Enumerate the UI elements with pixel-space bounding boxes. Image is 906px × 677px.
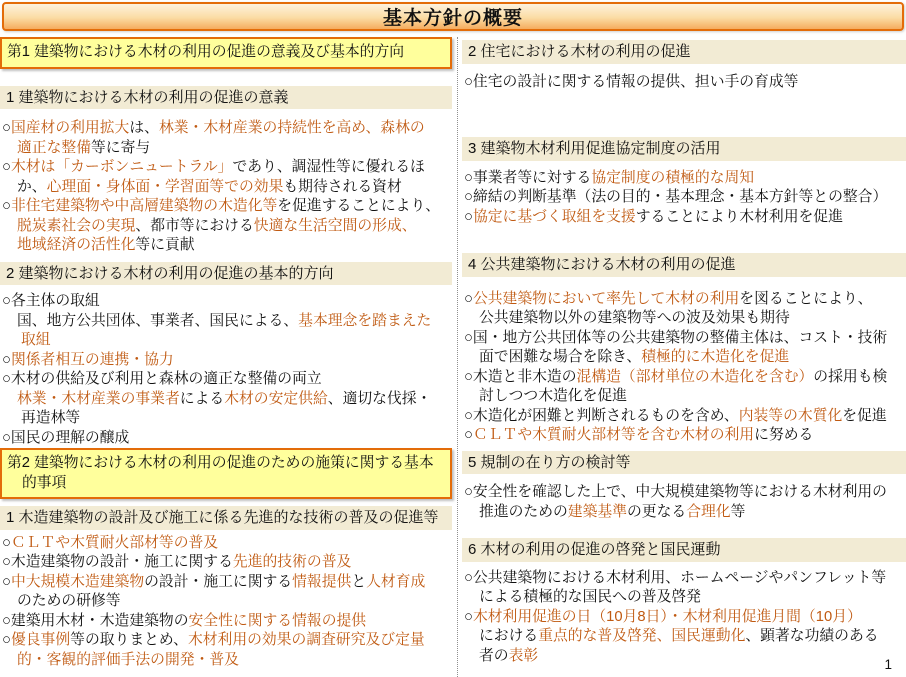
text-segment: ○各主体の取組 [2, 293, 100, 309]
text-segment: を促進 [842, 407, 887, 424]
text-segment: 表彰 [508, 647, 539, 664]
text-segment: 協定に基づく取組を支援 [472, 208, 636, 225]
spacer [462, 227, 906, 253]
bullet-item [464, 188, 906, 208]
text-segment: 基本理念を踏まえた [298, 312, 432, 329]
spacer [462, 474, 906, 483]
bullet-item [2, 351, 452, 371]
text-segment: 再造林等 [21, 410, 81, 426]
bullet-line [464, 647, 906, 667]
bullet-item [464, 169, 906, 189]
text-segment: のための研修等 [17, 593, 121, 609]
text-segment: は、 [129, 120, 159, 136]
spacer [462, 161, 906, 169]
bullet-item [464, 368, 906, 407]
text-segment: 国産材の利用拡大 [10, 120, 130, 136]
text-segment: ○国民の理解の醸成 [2, 429, 130, 446]
bullet-item [2, 119, 452, 158]
text-segment: ○ [2, 534, 11, 551]
spacer [0, 109, 452, 119]
bullet-line [464, 569, 906, 589]
bullet-line [464, 348, 906, 368]
text-segment: ○ [2, 159, 11, 175]
text-segment: 木材の安定供給 [224, 390, 328, 407]
text-segment: ○国・地方公共団体等の公共建築物の整備主体は、コスト・技術 [464, 329, 888, 346]
text-segment: 内装等の木質化 [738, 407, 843, 424]
bullet-line [464, 309, 906, 329]
text-segment: ○ [464, 427, 473, 443]
text-segment: 木材は「カーボンニュートラル」 [10, 159, 233, 175]
bullet-line [464, 627, 906, 647]
bullet-line [2, 197, 452, 217]
bullet-line [2, 139, 452, 159]
page-title: 基本方針の概要 [2, 2, 904, 31]
text-segment: 等に寄与 [91, 139, 151, 156]
bullet-line [2, 592, 452, 612]
bullet-line [464, 426, 906, 446]
text-segment: に努める [754, 427, 814, 443]
text-segment: 木材利用の効果の調査研究及び定量 [187, 632, 425, 648]
spacer [0, 69, 452, 86]
bullet-item [2, 158, 452, 197]
text-segment: であり、調湿性等に優れるほ [232, 159, 425, 175]
bullet-line [2, 236, 452, 256]
text-segment: ○木造建築物の設計・施工に関する [2, 554, 233, 570]
section-header: 6 木材の利用の促進の啓発と国民運動 [462, 538, 906, 562]
text-segment: することにより木材利用を促進 [635, 208, 843, 225]
text-segment: ○木造と非木造の [464, 368, 577, 385]
text-segment: 者の [479, 647, 509, 664]
bullet-line [2, 292, 452, 312]
bullet-line [464, 329, 906, 349]
column-divider [457, 37, 458, 677]
bullet-item [464, 208, 906, 228]
text-segment: ＣＬＴや木質耐火部材等を含む木材の利用 [472, 427, 755, 443]
section-header: 2 建築物における木材の利用の促進の基本的方向 [0, 262, 452, 286]
bullet-line [464, 608, 906, 628]
text-segment: 心理面・身体面・学習面等での効果 [46, 178, 284, 195]
bullet-list [0, 292, 452, 448]
spacer [462, 562, 906, 569]
text-segment: ○木材の供給及び利用と森林の適正な整備の両立 [2, 371, 322, 387]
bullet-item [2, 631, 452, 670]
text-segment: 脱炭素社会の実現 [17, 217, 136, 234]
text-segment: ○ [2, 120, 11, 136]
bullet-line [464, 208, 906, 228]
spacer [0, 285, 452, 292]
bullet-line [2, 409, 452, 429]
text-segment: ○ [2, 351, 11, 368]
text-segment: ○ [2, 573, 11, 590]
bullet-line [2, 312, 452, 332]
bullet-line [464, 387, 906, 407]
text-segment: ○住宅の設計に関する情報の提供、担い手の育成等 [464, 73, 799, 90]
text-segment: 安全性に関する情報の提供 [188, 612, 367, 629]
bullet-item [464, 426, 906, 446]
bullet-item [2, 370, 452, 390]
text-segment: 面で困難な場合を除き、 [479, 349, 642, 365]
bullet-line [2, 534, 452, 554]
text-segment: を図ることにより、 [739, 290, 873, 307]
bullet-list [462, 73, 906, 93]
bullet-item [464, 483, 906, 522]
text-segment: ○ [464, 290, 473, 307]
text-segment: 林業・木材産業の持続性を高め、森林の [158, 120, 425, 136]
bullet-list [462, 483, 906, 522]
bullet-line [2, 573, 452, 593]
text-segment: 、適切な伐採・ [327, 390, 432, 407]
text-segment: 合理化 [686, 503, 731, 520]
text-segment: ＣＬＴや木質耐火部材等の普及 [10, 534, 219, 551]
text-segment: による [179, 390, 225, 407]
heading-line: 第2 建築物における木材の利用の促進のための施策に関する基本 [7, 455, 434, 471]
text-segment: 木材利用促進の日（10月8日）・木材利用促進月間（10月） [472, 608, 862, 625]
section-header: 5 規制の在り方の検討等 [462, 451, 906, 475]
text-segment: の設計・施工に関する [144, 573, 293, 590]
text-segment: 、顕著な功績のある [745, 628, 879, 644]
text-segment: ○締結の判断基準（法の目的・基本理念・基本方針等との整合） [464, 189, 888, 205]
text-segment: 討しつつ木造化を促進 [479, 388, 627, 404]
heading-line: 第1 建築物における木材の利用の促進の意義及び基本的方向 [7, 44, 405, 60]
bullet-list [462, 169, 906, 228]
text-segment: ○公共建築物における木材利用、ホームページやパンフレット等 [464, 569, 887, 586]
text-segment: ○事業者等に対する [464, 169, 592, 186]
spacer [0, 499, 452, 506]
text-segment: 適正な整備 [17, 139, 91, 156]
bullet-list [0, 534, 452, 671]
spacer [462, 277, 906, 290]
bullet-line [2, 631, 452, 651]
bullet-item [464, 73, 906, 93]
text-segment: 先進的技術の普及 [232, 554, 352, 570]
bullet-line [464, 588, 906, 608]
text-segment: 公共建築物以外の建築物等への波及効果も期待 [479, 310, 790, 326]
spacer [462, 64, 906, 73]
text-segment: ○ [464, 608, 473, 625]
text-segment: 混構造（部材単位の木造化を含む） [576, 368, 814, 385]
text-segment: における [479, 628, 539, 644]
text-segment: 林業・木材産業の事業者 [17, 390, 180, 407]
bullet-line [2, 119, 452, 139]
bullet-line [464, 368, 906, 388]
text-segment: 積極的に木造化を促進 [641, 349, 790, 365]
bullet-line [464, 73, 906, 93]
text-segment: 等に貢献 [135, 237, 195, 253]
bullet-item [2, 534, 452, 554]
bullet-line [464, 407, 906, 427]
bullet-line [464, 169, 906, 189]
text-segment: 公共建築物において率先して木材の利用 [472, 290, 740, 307]
bullet-line [2, 370, 452, 390]
bullet-item [464, 290, 906, 329]
bullet-item [2, 390, 452, 429]
highlight-heading-box [0, 37, 452, 69]
text-segment: ○木造化が困難と判断されるものを含め、 [464, 407, 739, 424]
text-segment: 非住宅建築物や中高層建築物の木造化等 [10, 198, 278, 214]
bullet-line [2, 553, 452, 573]
bullet-line [2, 351, 452, 371]
text-segment: 地域経済の活性化 [17, 237, 136, 253]
text-segment: 取組 [21, 332, 51, 348]
text-segment: 等 [730, 503, 746, 520]
bullet-line [2, 612, 452, 632]
text-segment: 、都市等における [135, 217, 254, 234]
text-segment: の採用も検 [813, 368, 888, 385]
bullet-list [462, 569, 906, 667]
text-segment: ○ [2, 632, 11, 648]
text-segment: 中大規模木造建築物 [10, 573, 145, 590]
text-segment: 建築基準 [567, 503, 627, 520]
highlight-heading-box [0, 448, 452, 499]
bullet-line [2, 178, 452, 198]
section-header: 1 木造建築物の設計及び施工に係る先進的な技術の普及の促進等 [0, 506, 452, 530]
spacer [462, 92, 906, 137]
bullet-line [2, 429, 452, 449]
bullet-item [2, 573, 452, 612]
two-column-layout [0, 37, 906, 677]
bullet-line [2, 651, 452, 671]
text-segment: 人材育成 [366, 573, 426, 590]
text-segment: 国、地方公共団体、事業者、国民による、 [17, 312, 299, 329]
bullet-item [464, 329, 906, 368]
bullet-item [2, 312, 452, 351]
bullet-line [2, 390, 452, 410]
bullet-list [0, 119, 452, 256]
text-segment: 等の取りまとめ、 [70, 632, 188, 648]
bullet-line [2, 158, 452, 178]
text-segment: 優良事例 [10, 632, 71, 648]
section-header: 4 公共建築物における木材の利用の促進 [462, 253, 906, 277]
right-column [462, 37, 906, 677]
text-segment: による積極的な国民への普及啓発 [479, 589, 701, 605]
bullet-line [464, 503, 906, 523]
text-segment: を促進することにより、 [277, 198, 441, 214]
heading-line: 的事項 [22, 474, 67, 491]
bullet-item [2, 197, 452, 256]
text-segment: 推進のための [479, 503, 568, 520]
text-segment: か、 [17, 178, 47, 195]
text-segment: も期待される資材 [283, 178, 402, 195]
bullet-line [464, 188, 906, 208]
left-column [0, 37, 452, 677]
bullet-item [464, 407, 906, 427]
section-header: 2 住宅における木材の利用の促進 [462, 40, 906, 64]
text-segment: 関係者相互の連携・協力 [10, 351, 174, 368]
section-header: 3 建築物木材利用促進協定制度の活用 [462, 137, 906, 161]
bullet-item [2, 612, 452, 632]
text-segment: 快適な生活空間の形成、 [253, 217, 417, 234]
bullet-line [464, 483, 906, 503]
text-segment: 情報提供 [292, 573, 352, 590]
bullet-line [2, 331, 452, 351]
text-segment: ○安全性を確認した上で、中大規模建築物等における木材利用の [464, 484, 887, 500]
page-number: 1 [884, 657, 892, 672]
text-segment: 重点的な普及啓発、国民運動化 [538, 628, 746, 644]
text-segment: の更なる [627, 503, 687, 520]
text-segment: ○ [2, 198, 11, 214]
spacer [462, 522, 906, 538]
bullet-item [464, 569, 906, 608]
text-segment: と [351, 573, 367, 590]
text-segment: 的・客観的評価手法の開発・普及 [17, 651, 239, 668]
bullet-item [2, 292, 452, 312]
bullet-item [464, 608, 906, 667]
bullet-line [2, 217, 452, 237]
bullet-item [2, 429, 452, 449]
bullet-list [462, 290, 906, 446]
text-segment: ○建築用木材・木造建築物の [2, 612, 189, 629]
bullet-item [2, 553, 452, 573]
text-segment: 協定制度の積極的な周知 [591, 169, 755, 186]
section-header: 1 建築物における木材の利用の促進の意義 [0, 86, 452, 110]
text-segment: ○ [464, 208, 473, 225]
bullet-line [464, 290, 906, 310]
